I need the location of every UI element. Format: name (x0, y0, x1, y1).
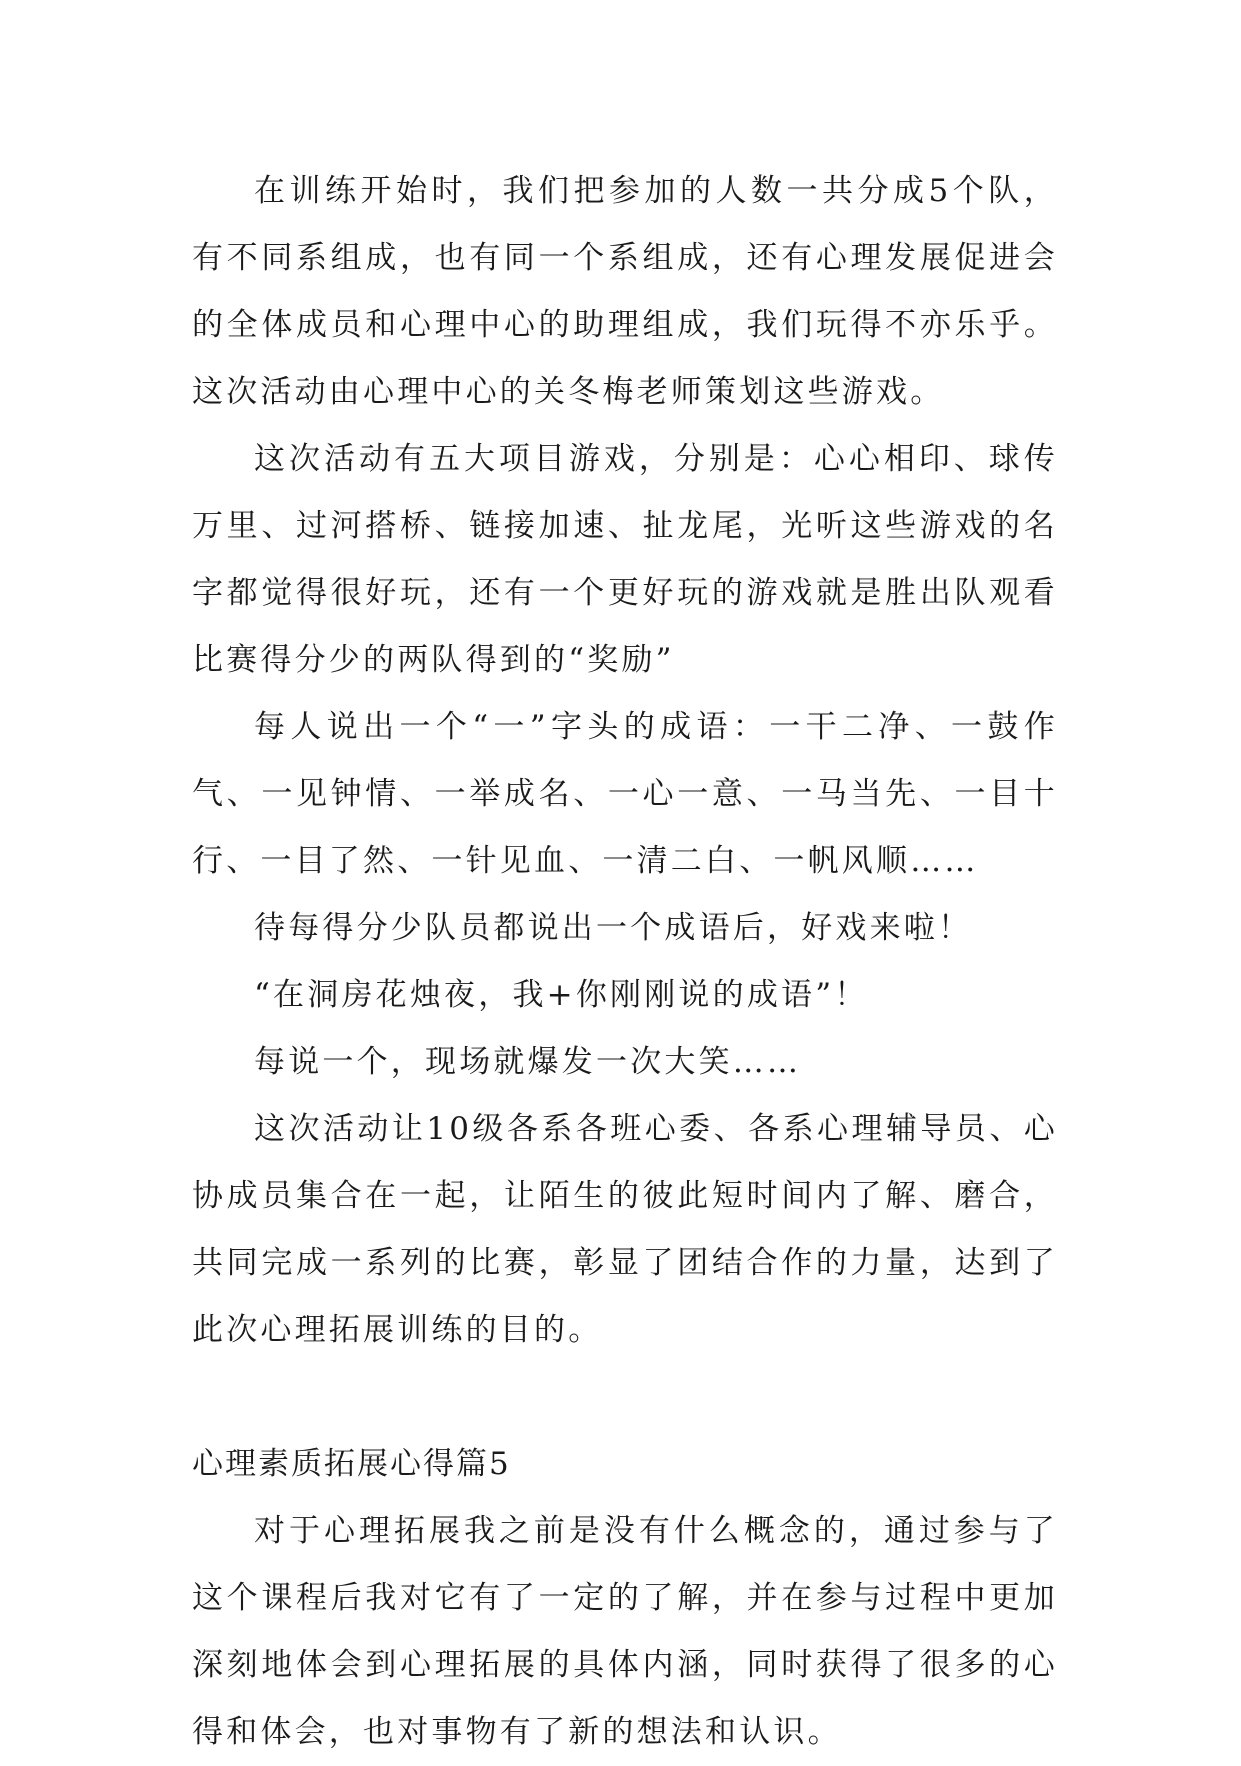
paragraph-reflection: 对于心理拓展我之前是没有什么概念的，通过参与了这个课程后我对它有了一定的了解，并在参与过程中更加深刻地体会到心理拓展的具体内涵，同时获得了很多的心得和体会，也对事物有了新的想法和认识。 (192, 1513, 1058, 1750)
paragraph-five-games: 这次活动有五大项目游戏，分别是：心心相印、球传万里、过河搭桥、链接加速、扯龙尾，光听这些游戏的名字都觉得很好玩，还有一个更好玩的游戏就是胜出队观看比赛得分少的两队得到的“奖励” (192, 441, 1058, 678)
paragraph-wedding-night: “在洞房花烛夜，我+你刚刚说的成语”！ (254, 977, 869, 1013)
paragraph-training-start: 在训练开始时，我们把参加的人数一共分成5个队，有不同系组成，也有同一个系组成，还有心理发展促进会的全体成员和心理中心的助理组成，我们玩得不亦乐乎。这次活动由心理中心的关冬梅老师策划这些游戏。 (192, 173, 1058, 410)
paragraph-activity-summary: 这次活动让10级各系各班心委、各系心理辅导员、心协成员集合在一起，让陌生的彼此短时间内了解、磨合，共同完成一系列的比赛，彰显了团结合作的力量，达到了此次心理拓展训练的目的。 (192, 1111, 1058, 1348)
document-body (192, 158, 1058, 1766)
paragraph-show-begins: 待每得分少队员都说出一个成语后，好戏来啦！ (254, 910, 973, 946)
paragraph-laughter: 每说一个，现场就爆发一次大笑…… (254, 1044, 802, 1080)
paragraph-idioms: 每人说出一个“一”字头的成语：一干二净、一鼓作气、一见钟情、一举成名、一心一意、一马当先、一目十行、一目了然、一针见血、一清二白、一帆风顺…… (192, 709, 1058, 879)
section-heading: 心理素质拓展心得篇5 (192, 1446, 511, 1482)
